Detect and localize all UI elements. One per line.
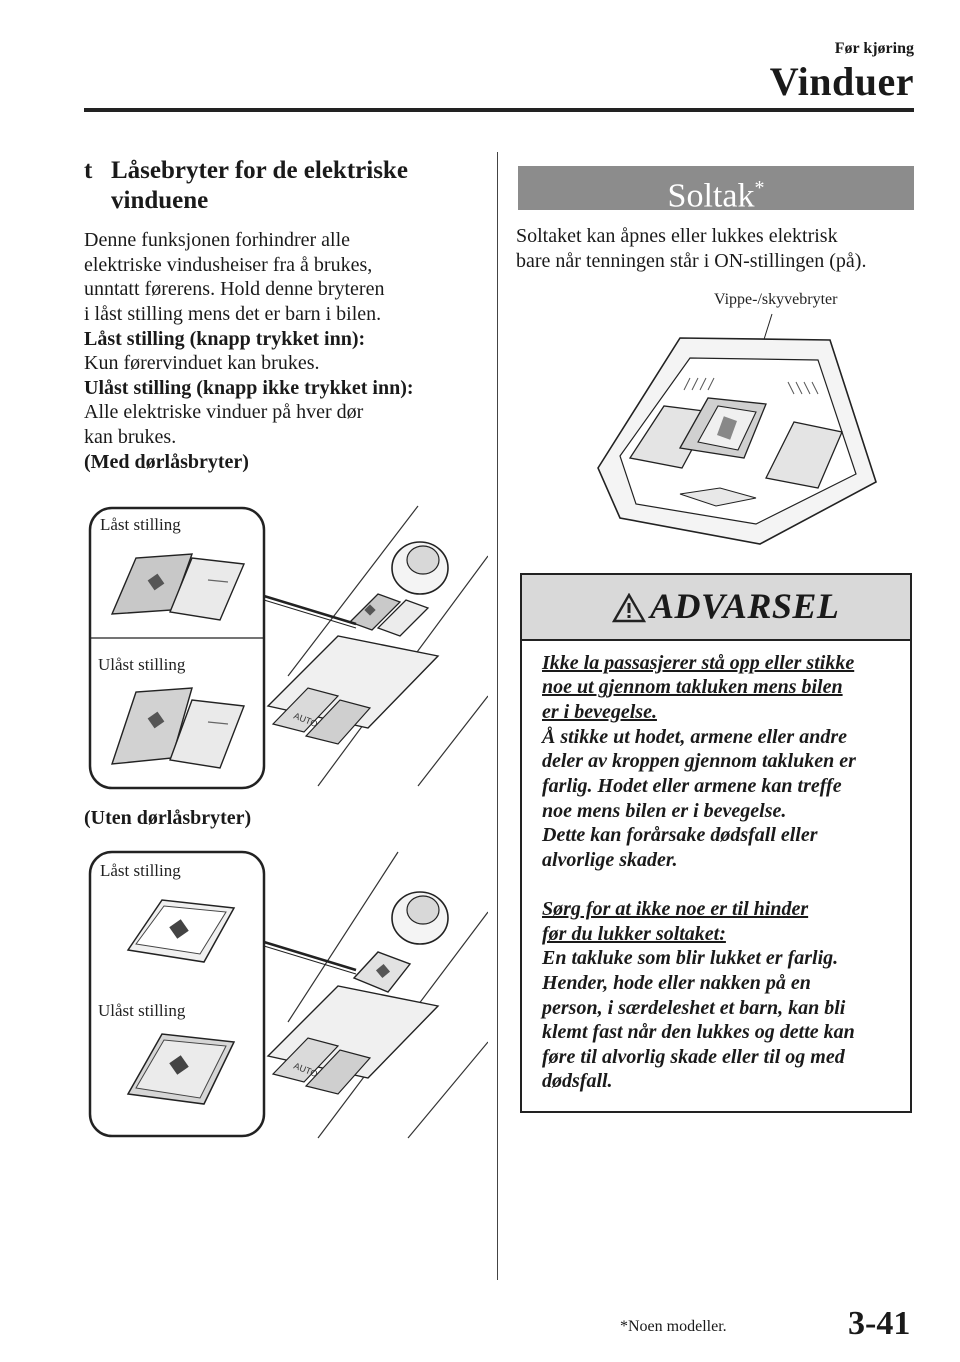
lock-switch-small (350, 594, 428, 636)
warning-underlined-text: Sørg for at ikke noe er til hinder (542, 898, 809, 920)
section-title: Før kjøring (834, 40, 914, 57)
with-lock-caption: (Med dørlåsbryter) (84, 451, 249, 473)
mirror-knob (392, 892, 448, 944)
mirror-knob (392, 542, 448, 594)
warning-text: person, i særdeleshet et barn, kan bli (542, 997, 846, 1019)
unlocked-text: kan brukes. (84, 426, 177, 448)
warning-underlined-text: noe ut gjennom takluken mens bilen (542, 676, 843, 698)
warning-text: klemt fast når den lukkes og dette kan (542, 1021, 855, 1043)
locked-position-label: Låst stilling (100, 861, 181, 880)
warning-underlined-text: Ikke la passasjerer stå opp eller stikke (542, 652, 855, 674)
tilt-slide-switch-label: Vippe-/skyvebryter (714, 291, 838, 308)
heading-bullet: t (84, 157, 93, 184)
locked-position-label: Låst stilling (100, 515, 181, 534)
without-lock-caption: (Uten dørlåsbryter) (84, 807, 252, 829)
sunroof-banner-text: Soltak (667, 177, 755, 215)
warning-text: alvorlige skader. (542, 849, 678, 871)
body-text: Soltaket kan åpnes eller lukkes elektrisk (516, 225, 838, 247)
heading-line-2: vinduene (111, 187, 209, 214)
window-switch-cluster (268, 986, 438, 1094)
locked-text: Kun førervinduet kan brukes. (84, 352, 320, 374)
footnote: *Noen modeller. (620, 1318, 727, 1335)
body-text: unntatt førerens. Hold denne bryteren (84, 278, 385, 300)
unlocked-position-label: Ulåst stilling (98, 1001, 186, 1020)
warning-triangle-icon (612, 593, 646, 623)
warning-text: En takluke som blir lukket er farlig. (542, 947, 839, 969)
warning-underlined-text: før du lukker soltaket: (542, 923, 726, 945)
optional-mark: * (754, 177, 765, 199)
window-lock-figure-with-door-lock (88, 496, 488, 792)
page-title: Vinduer (769, 59, 914, 104)
warning-text: deler av kroppen gjennom takluken er (542, 750, 856, 772)
overhead-console (598, 338, 876, 544)
warning-underlined-text: er i bevegelse. (542, 701, 657, 723)
warning-text: Hender, hode eller nakken på en (542, 972, 811, 994)
locked-label: Låst stilling (knapp trykket inn): (84, 328, 366, 350)
auto-label: AUTO (292, 710, 320, 730)
warning-text: føre til alvorlig skade eller til og med (542, 1046, 845, 1068)
unlocked-text: Alle elektriske vinduer på hver dør (84, 401, 364, 423)
warning-text: noe mens bilen er i bevegelse. (542, 800, 787, 822)
column-divider (497, 152, 498, 1280)
warning-header (522, 575, 910, 641)
body-text: i låst stilling mens det er barn i bilen. (84, 303, 382, 325)
unlocked-label: Ulåst stilling (knapp ikke trykket inn): (84, 377, 414, 399)
sunroof-banner (518, 166, 914, 215)
window-lock-figure-without-door-lock (88, 842, 488, 1140)
warning-text: Å stikke ut hodet, armene eller andre (542, 726, 847, 748)
header-rule (84, 108, 914, 112)
window-switch-cluster (268, 636, 438, 744)
heading-line-1: Låsebryter for de elektriske (111, 157, 408, 184)
warning-text: dødsfall. (542, 1070, 613, 1092)
warning-box (520, 573, 912, 1113)
unlocked-position-label: Ulåst stilling (98, 655, 186, 674)
sunroof-switch-figure (580, 282, 880, 552)
warning-text: farlig. Hodet eller armene kan treffe (542, 775, 842, 797)
body-text: elektriske vindusheiser fra å brukes, (84, 254, 373, 276)
warning-text: Dette kan forårsake dødsfall eller (542, 824, 818, 846)
warning-title: ADVARSEL (650, 586, 840, 626)
lock-switch-small (354, 952, 410, 992)
page-number: 3-41 (848, 1305, 911, 1342)
body-text: Denne funksjonen forhindrer alle (84, 229, 351, 251)
body-text: bare når tenningen står i ON-stillingen (på). (516, 250, 867, 272)
auto-label: AUTO (292, 1060, 320, 1080)
